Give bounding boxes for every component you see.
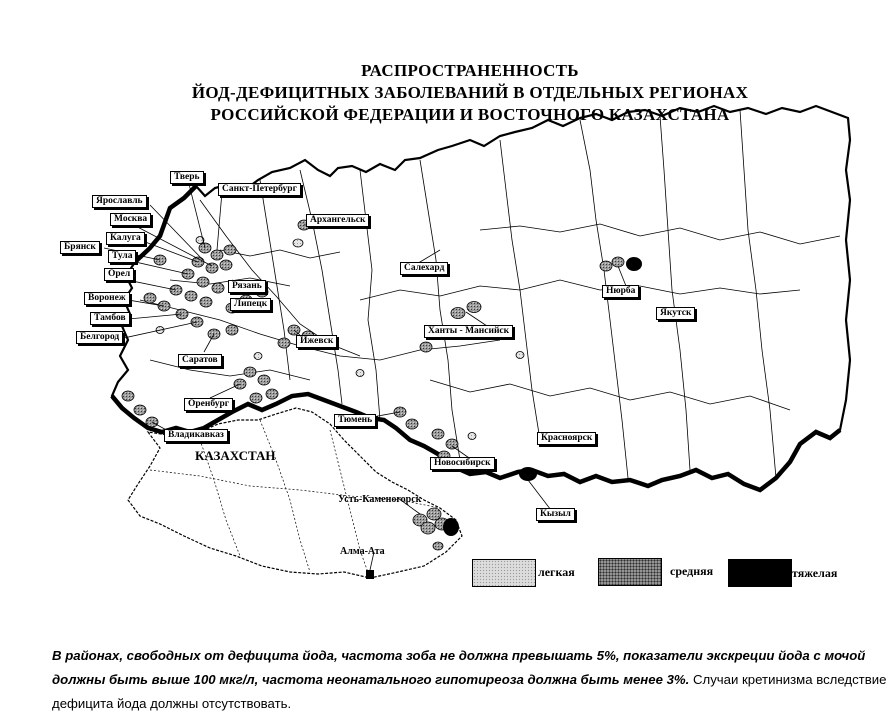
title-line-1: РАСПРОСТРАНЕННОСТЬ bbox=[361, 61, 579, 80]
label-kyzyl: Кызыл bbox=[536, 508, 575, 521]
legend-swatch-light bbox=[472, 559, 536, 587]
title-line-2: ЙОД-ДЕФИЦИТНЫХ ЗАБОЛЕВАНИЙ В ОТДЕЛЬНЫХ РЕГИОНАХ bbox=[191, 83, 749, 102]
map-title bbox=[120, 60, 820, 126]
label-ust-kamenogorsk: Усть-Каменогорск bbox=[338, 494, 422, 505]
label-lipetsk: Липецк bbox=[230, 298, 271, 311]
legend-swatch-severe bbox=[728, 559, 792, 587]
label-tula: Тула bbox=[108, 250, 136, 263]
label-orel: Орел bbox=[104, 268, 134, 281]
label-khanty-mansiysk: Ханты - Мансийск bbox=[424, 325, 513, 338]
caption-bold-italic: В районах, свободных от дефицита йода, частота зоба не должна превышать 5%, показатели экскреции йода с мочой должны быть выше 100 мкг/л, частота неонатального гипотиреоза должна быть менее 3%. bbox=[52, 648, 866, 687]
label-nyurba: Нюрба bbox=[602, 285, 639, 298]
legend-swatch-moderate bbox=[598, 558, 662, 586]
caption-normal: Случаи кретинизма вследствие дефицита йода должны отсутствовать. bbox=[52, 672, 887, 711]
label-yakutsk: Якутск bbox=[656, 307, 695, 320]
label-bryansk: Брянск bbox=[60, 241, 100, 254]
legend-label-light: легкая bbox=[538, 565, 575, 579]
title-line-3: РОССИЙСКОЙ ФЕДЕРАЦИИ И ВОСТОЧНОГО КАЗАХСТАНА bbox=[210, 105, 730, 124]
label-orenburg: Оренбург bbox=[184, 398, 233, 411]
label-belgorod: Белгород bbox=[76, 331, 123, 344]
label-alma-ata: Алма-Ата bbox=[340, 546, 385, 557]
label-kaluga: Калуга bbox=[106, 232, 145, 245]
label-izhevsk: Ижевск bbox=[296, 335, 337, 348]
label-moskva: Москва bbox=[110, 213, 151, 226]
label-krasnoyarsk: Красноярск bbox=[537, 432, 596, 445]
label-salekhard: Салехард bbox=[400, 262, 448, 275]
label-ryazan: Рязань bbox=[228, 280, 266, 293]
label-voronezh: Воронеж bbox=[84, 292, 130, 305]
label-tyumen: Тюмень bbox=[334, 414, 376, 427]
label-kazakhstan: КАЗАХСТАН bbox=[195, 448, 276, 463]
label-vladikavkaz: Владикавказ bbox=[164, 429, 228, 442]
label-tver: Тверь bbox=[170, 171, 204, 184]
label-arkhangelsk: Архангельск bbox=[306, 214, 369, 227]
label-sankt-peterburg: Санкт-Петербург bbox=[218, 183, 301, 196]
label-novosibirsk: Новосибирск bbox=[430, 457, 495, 470]
caption-text bbox=[52, 644, 888, 716]
legend-label-moderate: средняя bbox=[670, 564, 714, 578]
label-yaroslavl: Ярославль bbox=[92, 195, 147, 208]
label-tambov: Тамбов bbox=[90, 312, 130, 325]
legend-label-severe: тяжелая bbox=[792, 566, 838, 580]
label-saratov: Саратов bbox=[178, 354, 222, 367]
